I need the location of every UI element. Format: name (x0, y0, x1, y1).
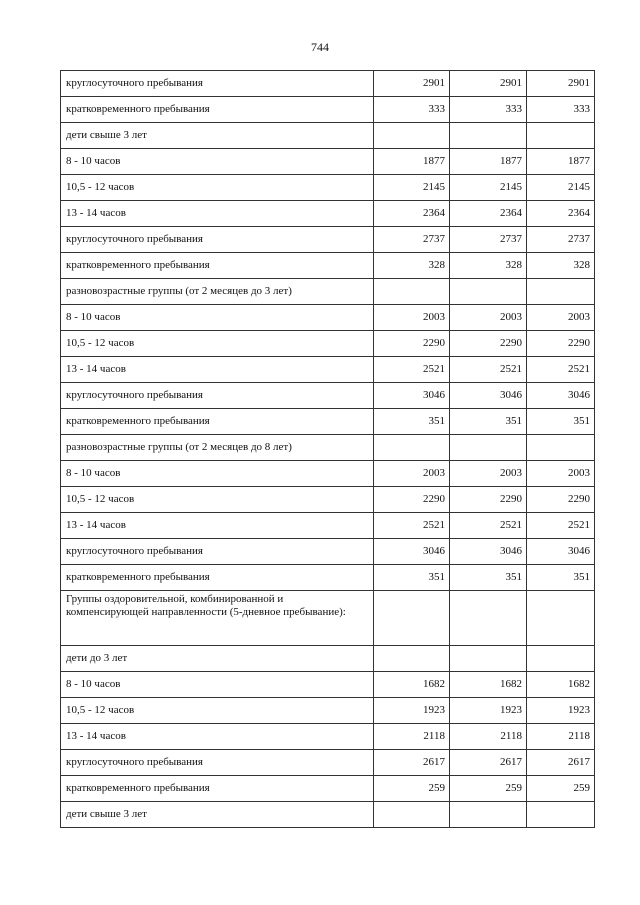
value-cell: 3046 (527, 383, 595, 409)
table-row (61, 227, 595, 253)
value-cell: 1923 (527, 698, 595, 724)
value-cell: 2617 (450, 750, 527, 776)
row-label: дети до 3 лет (61, 646, 374, 672)
value-cell: 333 (374, 97, 450, 123)
row-label: 8 - 10 часов (61, 672, 374, 698)
value-cell: 2521 (374, 513, 450, 539)
table-row (61, 698, 595, 724)
value-cell: 2118 (527, 724, 595, 750)
value-cell: 2364 (527, 201, 595, 227)
tariff-table (60, 70, 595, 828)
value-cell (374, 435, 450, 461)
row-label: кратковременного пребывания (61, 565, 374, 591)
row-label: кратковременного пребывания (61, 253, 374, 279)
value-cell (527, 435, 595, 461)
value-cell: 2003 (450, 461, 527, 487)
value-cell: 351 (527, 409, 595, 435)
table-row (61, 750, 595, 776)
row-label: 8 - 10 часов (61, 305, 374, 331)
row-label: разновозрастные группы (от 2 месяцев до 3 лет) (61, 279, 374, 305)
row-label: 13 - 14 часов (61, 201, 374, 227)
row-label: 8 - 10 часов (61, 149, 374, 175)
row-label: 10,5 - 12 часов (61, 487, 374, 513)
value-cell: 333 (527, 97, 595, 123)
value-cell (527, 646, 595, 672)
value-cell: 2521 (527, 357, 595, 383)
table-row (61, 149, 595, 175)
row-label: круглосуточного пребывания (61, 750, 374, 776)
value-cell (527, 279, 595, 305)
value-cell (450, 802, 527, 828)
value-cell (527, 802, 595, 828)
value-cell: 2290 (374, 487, 450, 513)
table-row (61, 123, 595, 149)
value-cell: 2290 (527, 487, 595, 513)
value-cell: 2003 (374, 461, 450, 487)
value-cell (374, 591, 450, 646)
value-cell: 351 (374, 409, 450, 435)
table-body (61, 71, 595, 828)
value-cell: 1877 (527, 149, 595, 175)
page-number: 744 (311, 40, 329, 54)
value-cell (527, 123, 595, 149)
value-cell (374, 646, 450, 672)
row-label: дети свыше 3 лет (61, 802, 374, 828)
value-cell: 3046 (450, 383, 527, 409)
value-cell: 2290 (450, 331, 527, 357)
row-label: 10,5 - 12 часов (61, 698, 374, 724)
value-cell: 2145 (450, 175, 527, 201)
value-cell: 1877 (374, 149, 450, 175)
value-cell: 2737 (527, 227, 595, 253)
value-cell (450, 123, 527, 149)
row-label: кратковременного пребывания (61, 776, 374, 802)
value-cell (374, 123, 450, 149)
value-cell: 2003 (527, 461, 595, 487)
value-cell: 3046 (450, 539, 527, 565)
table-row (61, 591, 595, 646)
table-row (61, 409, 595, 435)
row-label: кратковременного пребывания (61, 97, 374, 123)
value-cell: 1682 (527, 672, 595, 698)
value-cell (450, 279, 527, 305)
row-label: круглосуточного пребывания (61, 71, 374, 97)
value-cell: 351 (450, 565, 527, 591)
row-label: 10,5 - 12 часов (61, 175, 374, 201)
value-cell: 259 (527, 776, 595, 802)
value-cell: 3046 (374, 383, 450, 409)
value-cell: 2003 (374, 305, 450, 331)
value-cell: 351 (450, 409, 527, 435)
table-row (61, 802, 595, 828)
value-cell: 2364 (374, 201, 450, 227)
table-row (61, 461, 595, 487)
value-cell: 2521 (450, 513, 527, 539)
value-cell: 259 (374, 776, 450, 802)
value-cell: 2737 (450, 227, 527, 253)
table-row (61, 565, 595, 591)
table-row (61, 724, 595, 750)
value-cell: 2901 (374, 71, 450, 97)
value-cell (527, 591, 595, 646)
value-cell (374, 279, 450, 305)
table-row (61, 776, 595, 802)
value-cell: 1923 (450, 698, 527, 724)
row-label: круглосуточного пребывания (61, 383, 374, 409)
value-cell (450, 591, 527, 646)
table-row (61, 539, 595, 565)
row-label: круглосуточного пребывания (61, 227, 374, 253)
table-row (61, 201, 595, 227)
table-row (61, 487, 595, 513)
row-label: 13 - 14 часов (61, 513, 374, 539)
row-label: круглосуточного пребывания (61, 539, 374, 565)
table-row (61, 97, 595, 123)
value-cell: 2118 (450, 724, 527, 750)
value-cell: 328 (527, 253, 595, 279)
value-cell: 2364 (450, 201, 527, 227)
value-cell: 3046 (374, 539, 450, 565)
table-row (61, 383, 595, 409)
value-cell: 333 (450, 97, 527, 123)
row-label: кратковременного пребывания (61, 409, 374, 435)
table-row (61, 253, 595, 279)
value-cell: 2617 (374, 750, 450, 776)
value-cell: 1923 (374, 698, 450, 724)
value-cell: 2521 (374, 357, 450, 383)
value-cell: 351 (374, 565, 450, 591)
row-label: 10,5 - 12 часов (61, 331, 374, 357)
table-row (61, 672, 595, 698)
value-cell: 2003 (527, 305, 595, 331)
table-row (61, 279, 595, 305)
table-row (61, 305, 595, 331)
value-cell: 2901 (450, 71, 527, 97)
value-cell (374, 802, 450, 828)
row-label: разновозрастные группы (от 2 месяцев до 8 лет) (61, 435, 374, 461)
table-row (61, 646, 595, 672)
value-cell: 2290 (450, 487, 527, 513)
value-cell: 2521 (527, 513, 595, 539)
value-cell (450, 646, 527, 672)
value-cell: 328 (450, 253, 527, 279)
table-row (61, 71, 595, 97)
value-cell: 2617 (527, 750, 595, 776)
row-label: 13 - 14 часов (61, 724, 374, 750)
value-cell: 2737 (374, 227, 450, 253)
table-row (61, 513, 595, 539)
value-cell: 2901 (527, 71, 595, 97)
value-cell: 2290 (527, 331, 595, 357)
value-cell: 2145 (527, 175, 595, 201)
value-cell (450, 435, 527, 461)
table-row (61, 357, 595, 383)
value-cell: 2521 (450, 357, 527, 383)
table-row (61, 435, 595, 461)
value-cell: 2290 (374, 331, 450, 357)
value-cell: 1877 (450, 149, 527, 175)
value-cell: 2118 (374, 724, 450, 750)
row-label: Группы оздоровительной, комбинированной и компенсирующей направленности (5-дневное пребывание): (61, 591, 374, 646)
row-label: 13 - 14 часов (61, 357, 374, 383)
value-cell: 2003 (450, 305, 527, 331)
table-row (61, 175, 595, 201)
value-cell: 351 (527, 565, 595, 591)
value-cell: 1682 (374, 672, 450, 698)
value-cell: 259 (450, 776, 527, 802)
value-cell: 1682 (450, 672, 527, 698)
value-cell: 2145 (374, 175, 450, 201)
row-label: 8 - 10 часов (61, 461, 374, 487)
value-cell: 3046 (527, 539, 595, 565)
table-row (61, 331, 595, 357)
row-label: дети свыше 3 лет (61, 123, 374, 149)
value-cell: 328 (374, 253, 450, 279)
